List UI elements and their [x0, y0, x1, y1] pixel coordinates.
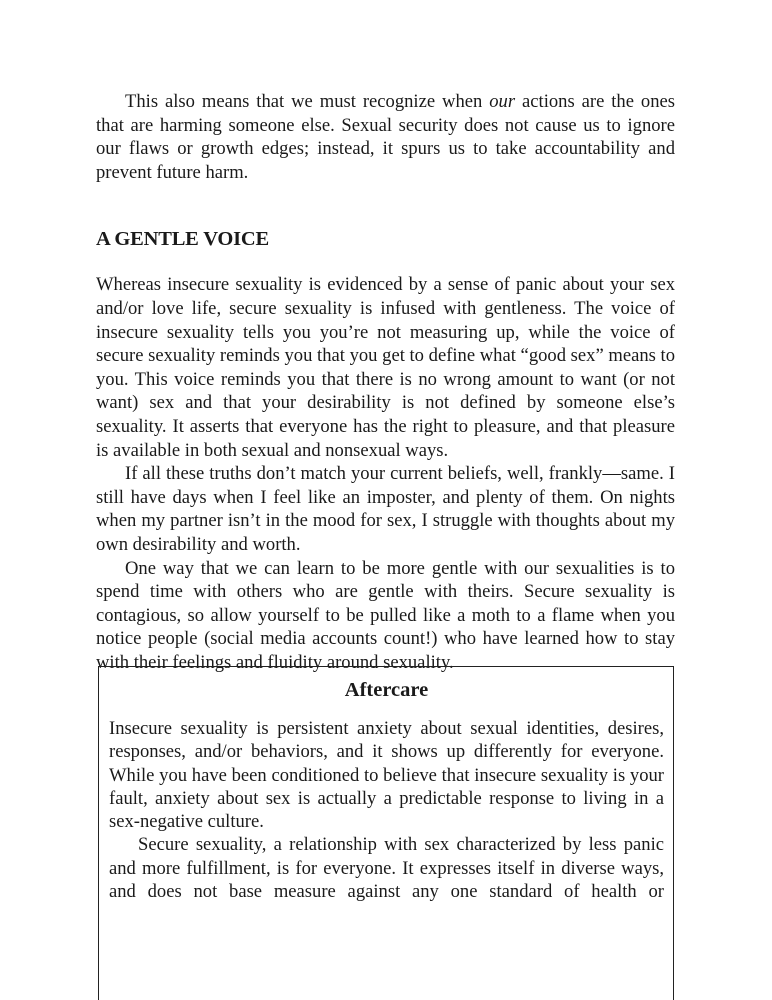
main-text: [96, 90, 675, 674]
section-paragraph-1: Whereas insecure sexuality is evidenced by a sense of panic about your sex and/or love life, secure sexuality is infused with gentleness. The voice of insecure sexuality tells you you’re not measuring up, while the voice of secure sexuality reminds you that you get to define what “good sex” means to you. This voice reminds you that there is no wrong amount to want (or not want) sex and that your desirability is not defined by someone else’s sexuality. It asserts that everyone has the right to pleasure, and that pleasure is available in both sexual and nonsexual ways.: [96, 274, 675, 461]
opening-text-start: This also means that we must recognize when: [125, 91, 490, 112]
opening-paragraph: [96, 90, 675, 184]
emphasis-our: our: [489, 91, 516, 112]
aftercare-box: [98, 666, 674, 1000]
aftercare-paragraph-2: Secure sexuality, a relationship with sex characterized by less panic and more fulfillment, is for everyone. It expresses itself in diverse ways, and does not base measure against any one standard of health or: [109, 834, 664, 903]
opening-text-end: actions are the ones that are harming someone else. Sexual security does not cause us to ignore our flaws or growth edges; instead, it spurs us to take accountability and prevent future harm.: [96, 91, 675, 183]
aftercare-title: Aftercare: [344, 679, 429, 701]
section-body: [96, 273, 675, 674]
aftercare-paragraph-1: Insecure sexuality is persistent anxiety about sexual identities, desires, responses, and/or behaviors, and it shows up differently for everyone. While you have been conditioned to believe that insecure sexuality is your fault, anxiety about sex is actually a predictable response to living in a sex-negative culture.: [109, 718, 664, 833]
section-paragraph-2: If all these truths don’t match your current beliefs, well, frankly—same. I still have days when I feel like an imposter, and plenty of them. On nights when my partner isn’t in the mood for sex, I struggle with thoughts about my own desirability and worth.: [96, 463, 675, 555]
section-heading: A GENTLE VOICE: [96, 228, 269, 251]
section-paragraph-3: One way that we can learn to be more gentle with our sexualities is to spend time with others who are gentle with theirs. Secure sexuality is contagious, so allow yourself to be pulled like a moth to a flame when you notice people (social media accounts count!) who have learned how to stay with their feelings and fluidity around sexuality.: [96, 557, 675, 673]
